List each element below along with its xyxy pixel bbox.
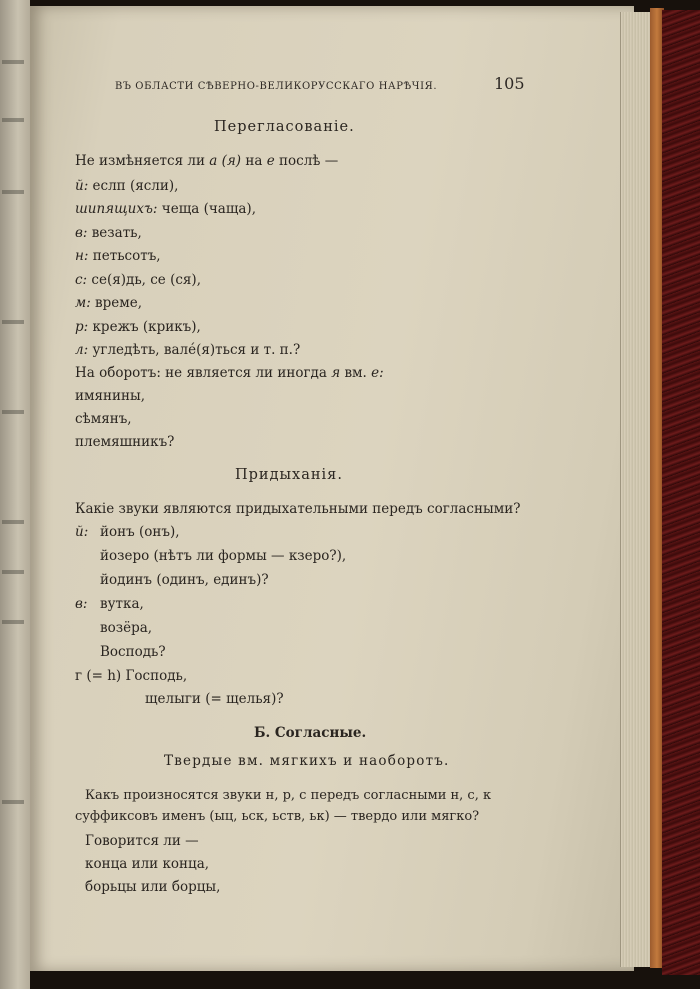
book-page: [30, 6, 634, 971]
facing-text-fragment: [2, 570, 24, 574]
list-item: йозеро (нѣтъ ли формы — кзеро?),: [100, 548, 347, 564]
example-word: племяшникъ?: [75, 434, 175, 450]
list-item: й: еслп (ясли),: [75, 178, 179, 194]
page-number: 105: [494, 74, 525, 93]
aspiration-question: Какіе звуки являются придыхательными передъ согласными?: [75, 501, 521, 517]
facing-text-fragment: [2, 800, 24, 804]
list-item: йонъ (онъ),: [100, 524, 180, 540]
example-word: сѣмянъ,: [75, 411, 132, 427]
list-item: возёра,: [100, 620, 153, 636]
facing-page-edge: [0, 0, 30, 989]
list-item: г (= h) Господь,: [75, 668, 188, 684]
intro-question: Не измѣняется ли а (я) на е послѣ —: [75, 153, 339, 169]
marker-v: в:: [75, 596, 88, 612]
list-item: л: угледѣть, валé(я)ться и т. п.?: [75, 342, 301, 358]
list-item: н: петьсотъ,: [75, 248, 161, 264]
paragraph-line: Какъ произносятся звуки н, р, с передъ согласными н, с, к: [85, 788, 492, 803]
book-cover: [662, 10, 700, 975]
facing-text-fragment: [2, 60, 24, 64]
facing-text-fragment: [2, 118, 24, 122]
reverse-question: На оборотъ: не является ли иногда я вм. е:: [75, 365, 384, 381]
list-item: шипящихъ: чеща (чаща),: [75, 201, 256, 217]
facing-text-fragment: [2, 190, 24, 194]
sub-question: Говорится ли —: [85, 833, 199, 849]
section-subtitle: Твердые вм. мягкихъ и наоборотъ.: [164, 753, 450, 769]
list-item: р: крежъ (крикъ),: [75, 319, 201, 335]
running-header: ВЪ ОБЛАСТИ СѢВЕРНО-ВЕЛИКОРУССКАГО НАРѢЧІЯ.: [115, 81, 438, 92]
facing-text-fragment: [2, 520, 24, 524]
list-item: вутка,: [100, 596, 144, 612]
section-title-pridykhaniya: Придыханія.: [235, 467, 343, 483]
list-item: с: се(я)дь, се (ся),: [75, 272, 201, 288]
facing-text-fragment: [2, 320, 24, 324]
section-title-pereglasovanie: Перегласованіе.: [214, 119, 355, 135]
facing-text-fragment: [2, 410, 24, 414]
list-item: м: време,: [75, 295, 143, 311]
section-title-soglasnye: Б. Согласные.: [254, 725, 367, 741]
list-item: в: везать,: [75, 225, 142, 241]
list-item: щелыги (= щелья)?: [145, 691, 284, 707]
marker-y: й:: [75, 524, 89, 540]
list-item: конца или концa,: [85, 856, 210, 872]
list-item: Восподь?: [100, 644, 166, 660]
example-word: имянины,: [75, 388, 146, 404]
paragraph-line: суффиксовъ именъ (ыц, ьск, ьств, ьк) — твердо или мягко?: [75, 809, 480, 824]
list-item: борьцы или борцы,: [85, 879, 221, 895]
facing-text-fragment: [2, 620, 24, 624]
list-item: йодинъ (одинъ, единъ)?: [100, 572, 269, 588]
